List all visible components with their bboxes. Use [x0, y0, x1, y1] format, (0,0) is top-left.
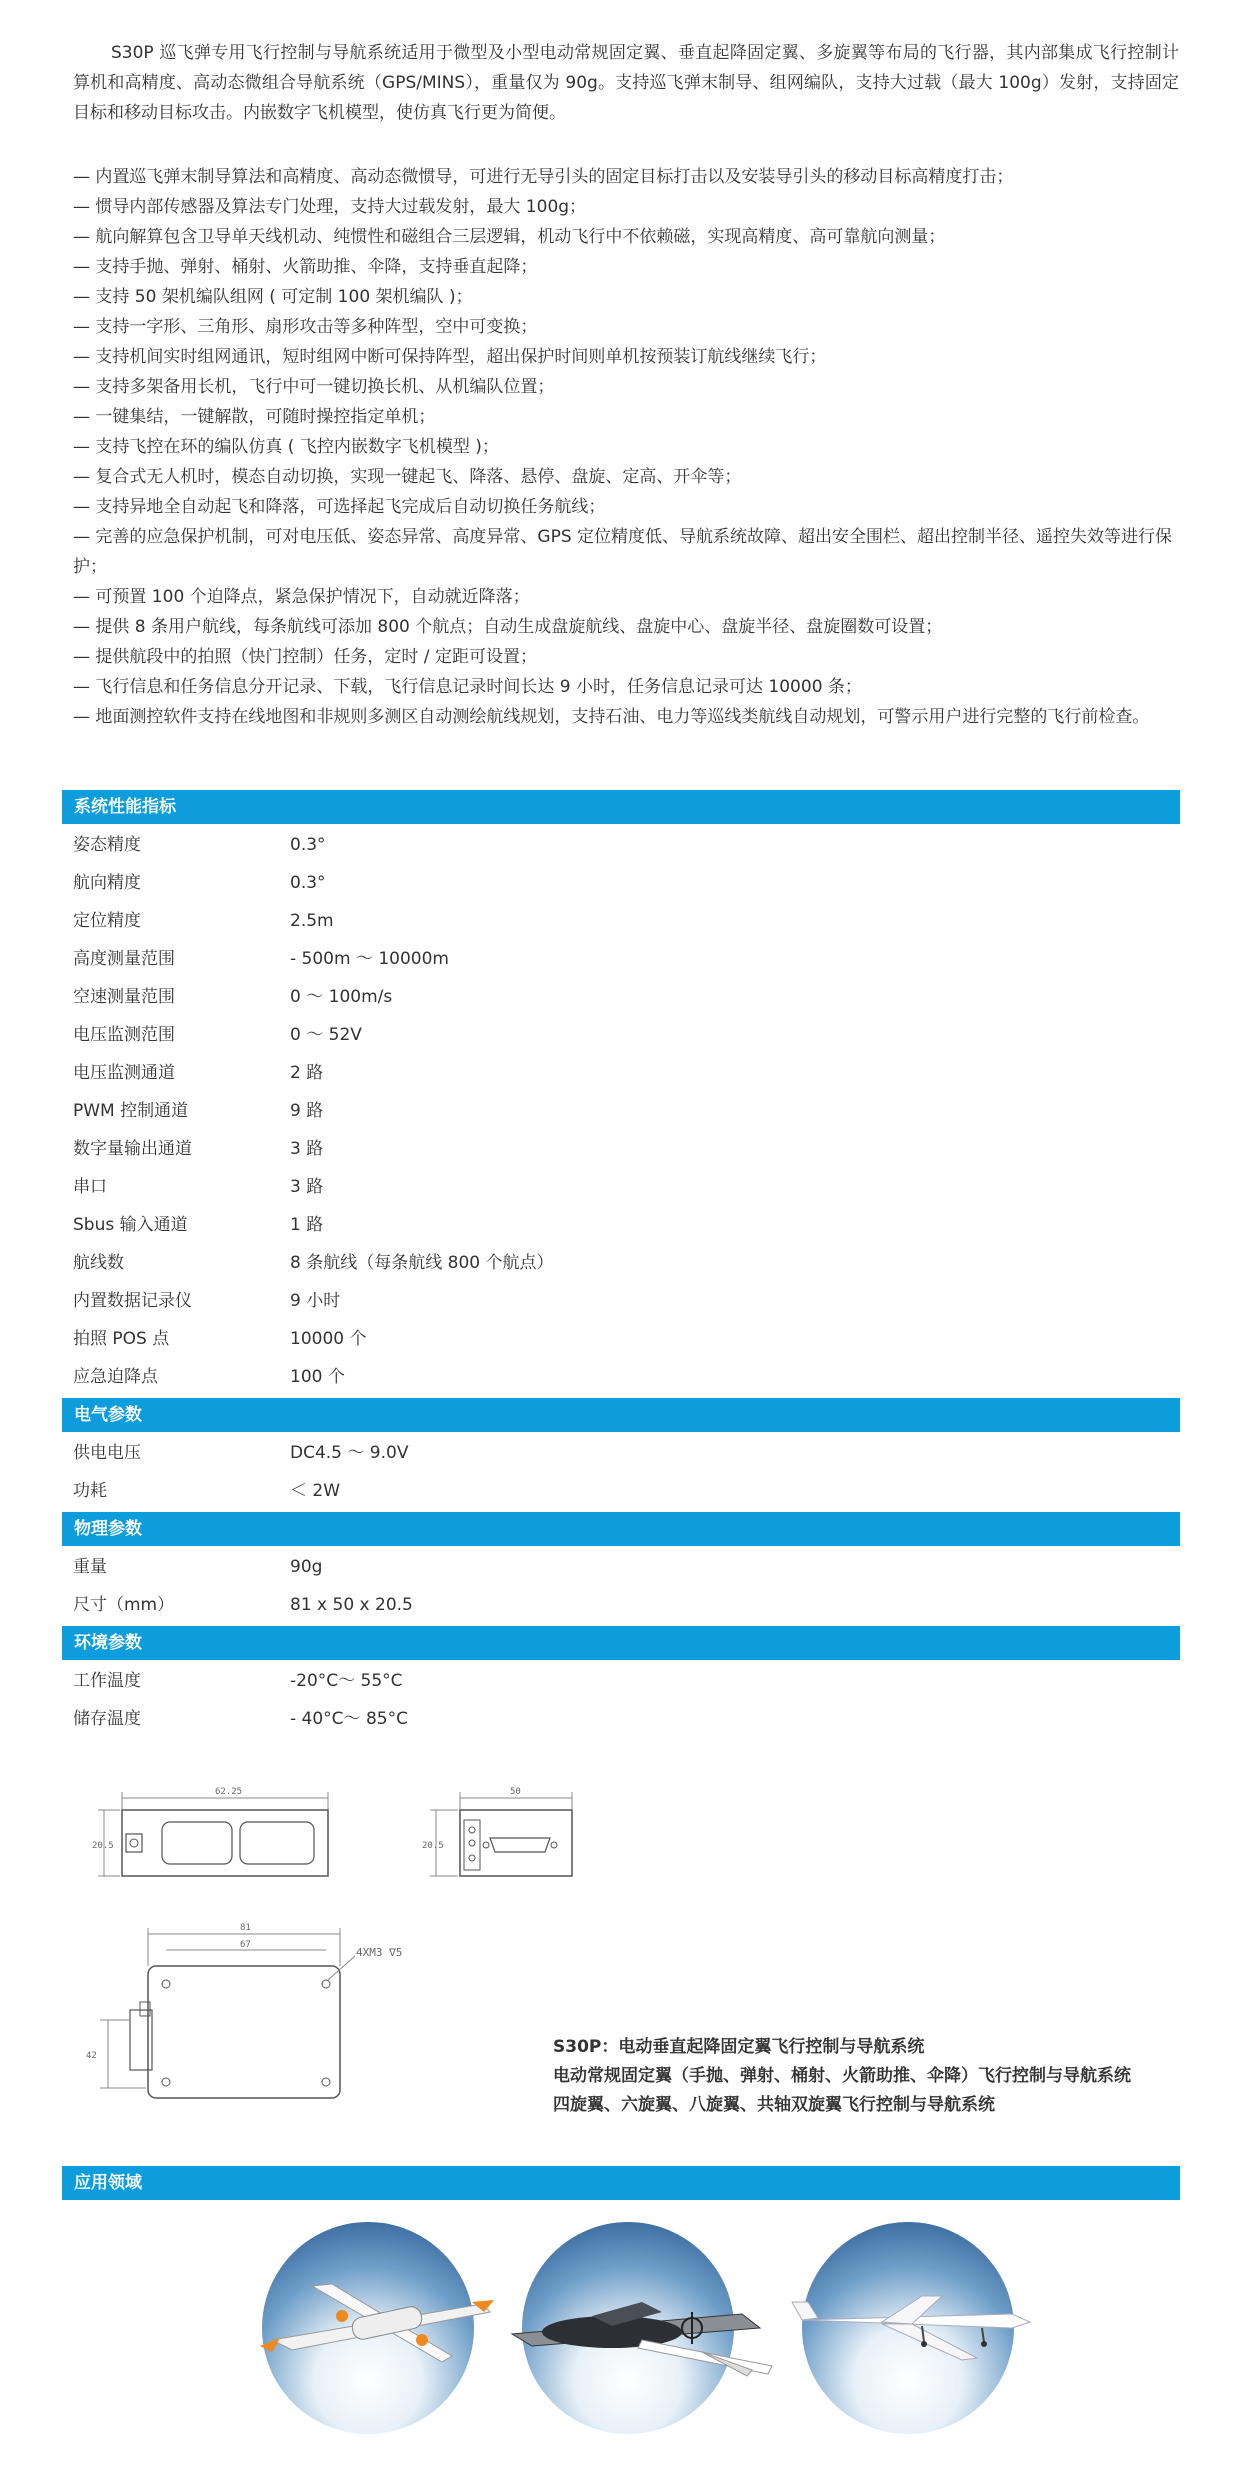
- spec-label: 电压监测通道: [73, 1063, 175, 1083]
- dimension-label: 50: [510, 1787, 521, 1797]
- feature-item: — 地面测控软件支持在线地图和非规则多测区自动测绘航线规划，支持石油、电力等巡线类航线自动规划，可警示用户进行完整的飞行前检查。: [73, 707, 1150, 727]
- spec-label: 应急迫降点: [73, 1367, 158, 1387]
- feature-item: — 复合式无人机时，模态自动切换，实现一键起飞、降落、悬停、盘旋、定高、开伞等；: [73, 467, 742, 487]
- product-item: 四旋翼、六旋翼、八旋翼、共轴双旋翼飞行控制与导航系统: [553, 2095, 995, 2115]
- product-item: S30P：电动垂直起降固定翼飞行控制与导航系统: [553, 2037, 925, 2057]
- spec-value: 2 路: [290, 1063, 324, 1083]
- fixed-wing-aircraft-icon: [492, 2242, 782, 2402]
- feature-item: — 航向解算包含卫导单天线机动、纯惯性和磁组合三层逻辑，机动飞行中不依赖磁，实现高精度、高可靠航向测量；: [73, 227, 946, 247]
- spec-value: -20°C～ 55°C: [290, 1671, 403, 1691]
- dimension-label: 62.25: [215, 1787, 243, 1797]
- spec-label: 定位精度: [73, 911, 141, 931]
- spec-value: 3 路: [290, 1177, 324, 1197]
- dimension-label: 81: [240, 1923, 251, 1933]
- spec-label: 工作温度: [73, 1671, 141, 1691]
- section-header-applications: 应用领域: [62, 2166, 1180, 2200]
- section-header-electrical: 电气参数: [62, 1398, 1180, 1432]
- feature-item: — 支持多架备用长机，飞行中可一键切换长机、从机编队位置；: [73, 377, 555, 397]
- front-view-drawing: [90, 1780, 350, 1890]
- dimension-label: 67: [240, 1940, 251, 1950]
- airliner-aircraft-icon: [772, 2242, 1062, 2402]
- spec-label: 航向精度: [73, 873, 141, 893]
- feature-list: [73, 162, 1179, 732]
- application-image-fixed-wing: [522, 2222, 734, 2434]
- section-header-physical: 物理参数: [62, 1512, 1180, 1546]
- feature-item: — 支持手抛、弹射、桶射、火箭助推、伞降，支持垂直起降；: [73, 257, 538, 277]
- spec-value: 9 小时: [290, 1291, 341, 1311]
- vtol-aircraft-icon: [232, 2242, 522, 2402]
- spec-value: 90g: [290, 1557, 323, 1577]
- product-item: 电动常规固定翼（手抛、弹射、桶射、火箭助推、伞降）飞行控制与导航系统: [553, 2066, 1131, 2086]
- spec-label: 空速测量范围: [73, 987, 175, 1007]
- spec-value: - 500m ～ 10000m: [290, 949, 449, 969]
- dimension-label: 42: [86, 2051, 97, 2061]
- dimension-label: 20.5: [92, 1841, 114, 1851]
- spec-value: 9 路: [290, 1101, 324, 1121]
- spec-value: 100 个: [290, 1367, 345, 1387]
- dimension-label: 4XM3 ∇5: [356, 1946, 403, 1959]
- spec-value: - 40°C～ 85°C: [290, 1709, 408, 1729]
- intro-paragraph: S30P 巡飞弹专用飞行控制与导航系统适用于微型及小型电动常规固定翼、垂直起降固定翼、多旋翼等布局的飞行器，其内部集成飞行控制计算机和高精度、高动态微组合导航系统（GPS/MINS），重量仅为 90g。支持巡飞弹末制导、组网编队，支持大过载（最大 100g）发射，支持固定目标和移动目标攻击。内嵌数字飞机模型，使仿真飞行更为简便。: [73, 43, 1179, 123]
- feature-item: — 可预置 100 个迫降点，紧急保护情况下，自动就近降落；: [73, 587, 530, 607]
- application-image-vtol: [262, 2222, 474, 2434]
- spec-label: 尺寸（mm）: [73, 1595, 175, 1615]
- spec-value: 0.3°: [290, 835, 326, 855]
- top-view-drawing: [80, 1920, 440, 2120]
- feature-item: — 支持异地全自动起飞和降落，可选择起飞完成后自动切换任务航线；: [73, 497, 606, 517]
- section-header-performance: 系统性能指标: [62, 790, 1180, 824]
- spec-value: 8 条航线（每条航线 800 个航点）: [290, 1253, 554, 1273]
- spec-label: 姿态精度: [73, 835, 141, 855]
- spec-label: 航线数: [73, 1253, 124, 1273]
- spec-value: DC4.5 ～ 9.0V: [290, 1443, 409, 1463]
- feature-item: — 完善的应急保护机制，可对电压低、姿态异常、高度异常、GPS 定位精度低、导航系统故障、超出安全围栏、超出控制半径、遥控失效等进行保护；: [73, 527, 1173, 577]
- feature-item: — 支持机间实时组网通讯，短时组网中断可保持阵型，超出保护时间则单机按预装订航线继续飞行；: [73, 347, 827, 367]
- spec-value: 3 路: [290, 1139, 324, 1159]
- spec-value: 2.5m: [290, 911, 334, 931]
- product-list: [553, 2033, 1131, 2120]
- spec-label: 电压监测范围: [73, 1025, 175, 1045]
- spec-label: 储存温度: [73, 1709, 141, 1729]
- dimension-label: 20.5: [422, 1841, 444, 1851]
- spec-value: 0.3°: [290, 873, 326, 893]
- spec-label: 数字量输出通道: [73, 1139, 192, 1159]
- side-view-drawing: [420, 1780, 580, 1890]
- spec-label: 供电电压: [73, 1443, 141, 1463]
- spec-value: 1 路: [290, 1215, 324, 1235]
- feature-item: — 提供航段中的拍照（快门控制）任务，定时 / 定距可设置；: [73, 647, 537, 667]
- feature-item: — 支持 50 架机编队组网 ( 可定制 100 架机编队 )；: [73, 287, 473, 307]
- spec-label: PWM 控制通道: [73, 1101, 189, 1121]
- spec-label: 内置数据记录仪: [73, 1291, 192, 1311]
- feature-item: — 支持一字形、三角形、扇形攻击等多种阵型，空中可变换；: [73, 317, 538, 337]
- application-image-airliner: [802, 2222, 1014, 2434]
- feature-item: — 惯导内部传感器及算法专门处理，支持大过载发射，最大 100g；: [73, 197, 587, 217]
- section-header-environment: 环境参数: [62, 1626, 1180, 1660]
- spec-value: 0 ～ 52V: [290, 1025, 362, 1045]
- feature-item: — 支持飞控在环的编队仿真 ( 飞控内嵌数字飞机模型 )；: [73, 437, 499, 457]
- spec-label: 功耗: [73, 1481, 107, 1501]
- feature-item: — 内置巡飞弹末制导算法和高精度、高动态微惯导，可进行无导引头的固定目标打击以及安装导引头的移动目标高精度打击；: [73, 167, 1014, 187]
- spec-label: 拍照 POS 点: [73, 1329, 170, 1349]
- feature-item: — 飞行信息和任务信息分开记录、下载，飞行信息记录时间长达 9 小时，任务信息记录可达 10000 条；: [73, 677, 862, 697]
- spec-label: 串口: [73, 1177, 107, 1197]
- spec-label: Sbus 输入通道: [73, 1215, 188, 1235]
- feature-item: — 提供 8 条用户航线，每条航线可添加 800 个航点；自动生成盘旋航线、盘旋中心、盘旋半径、盘旋圈数可设置；: [73, 617, 943, 637]
- spec-label: 重量: [73, 1557, 107, 1577]
- spec-value: 0 ～ 100m/s: [290, 987, 393, 1007]
- spec-value: 81 x 50 x 20.5: [290, 1595, 413, 1615]
- feature-item: — 一键集结，一键解散，可随时操控指定单机；: [73, 407, 436, 427]
- spec-value: 10000 个: [290, 1329, 367, 1349]
- spec-label: 高度测量范围: [73, 949, 175, 969]
- spec-value: ＜ 2W: [290, 1481, 341, 1501]
